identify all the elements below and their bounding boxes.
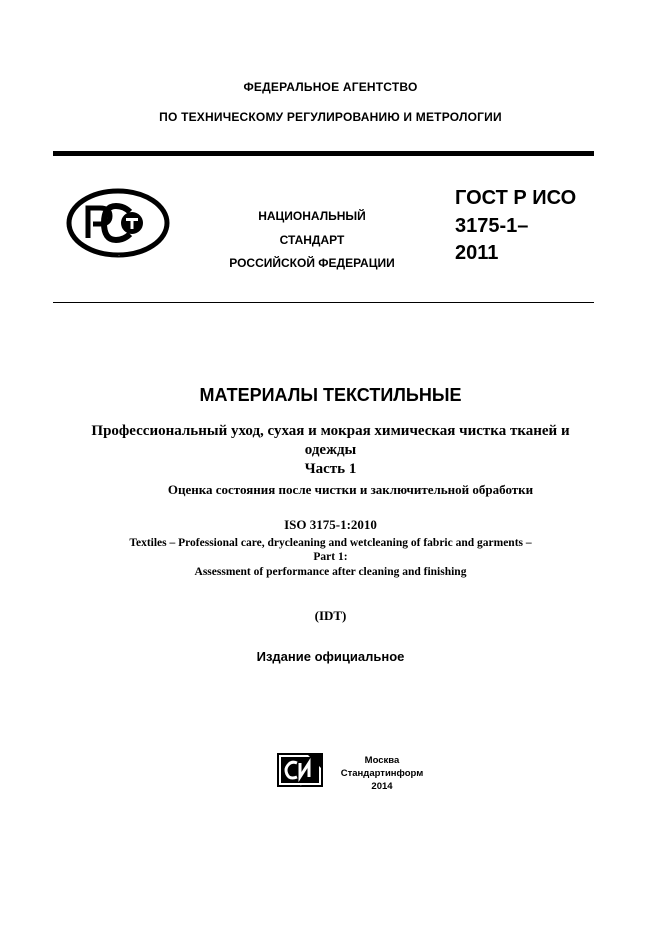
part-number: Часть 1 xyxy=(304,461,357,477)
national-standard-line1: НАЦИОНАЛЬНЫЙ xyxy=(258,209,366,223)
idt-label: (IDT) xyxy=(314,608,347,623)
rst-logo-text: РСТ xyxy=(118,256,120,257)
iso-code: ISO 3175-1:2010 xyxy=(284,517,377,532)
publisher-name: Стандартинформ xyxy=(340,768,424,779)
standard-designation-line1: ГОСТ Р ИСО xyxy=(455,187,577,209)
english-title-line1: Textiles – Professional care, drycleaning and wetcleaning of fabric and garments – xyxy=(129,537,532,549)
publisher-city: Москва xyxy=(364,755,400,766)
thin-divider xyxy=(53,302,594,303)
subtitle-line1: Профессиональный уход, сухая и мокрая химическая чистка тканей и xyxy=(91,423,570,439)
part-title: Оценка состояния после чистки и заключительной обработки xyxy=(167,482,534,497)
agency-name-line1: ФЕДЕРАЛЬНОЕ АГЕНТСТВО xyxy=(243,80,418,94)
standard-designation-line2: 3175-1– xyxy=(455,215,529,237)
thick-divider xyxy=(53,151,594,156)
document-title: МАТЕРИАЛЫ ТЕКСТИЛЬНЫЕ xyxy=(199,385,462,405)
national-standard-line3: РОССИЙСКОЙ ФЕДЕРАЦИИ xyxy=(229,256,395,270)
standard-designation-line3: 2011 xyxy=(455,242,499,264)
standartinform-logo-text: СИ xyxy=(300,786,302,787)
rst-logo xyxy=(66,188,170,258)
english-title-line3: Assessment of performance after cleaning and finishing xyxy=(194,566,467,578)
standartinform-logo xyxy=(277,753,323,787)
publication-year: 2014 xyxy=(371,781,393,792)
english-title-line2: Part 1: xyxy=(313,551,348,563)
agency-name-line2: ПО ТЕХНИЧЕСКОМУ РЕГУЛИРОВАНИЮ И МЕТРОЛОГИИ xyxy=(159,110,502,124)
national-standard-line2: СТАНДАРТ xyxy=(279,233,345,247)
edition-label: Издание официальное xyxy=(256,649,405,664)
subtitle-line2: одежды xyxy=(304,442,357,458)
